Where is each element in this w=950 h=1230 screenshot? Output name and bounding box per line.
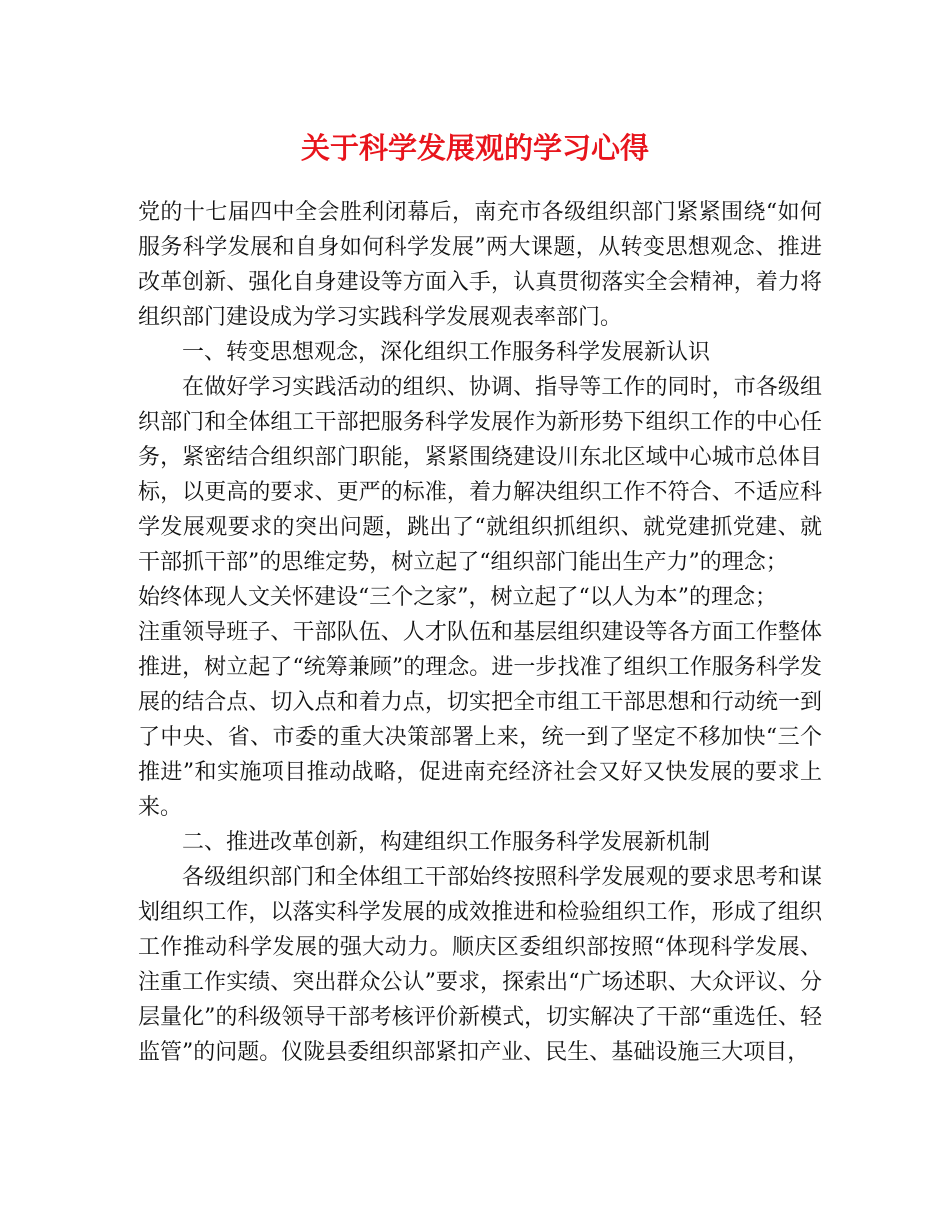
section-heading: 二、推进改革创新，构建组织工作服务科学发展新机制: [182, 830, 711, 855]
document-body: [138, 195, 822, 1070]
paragraph: 始终体现人文关怀建设“三个之家”，树立起了“以人为本”的理念；: [138, 585, 777, 610]
section-heading: 一、转变思想观念，深化组织工作服务科学发展新认识: [182, 340, 711, 365]
paragraph: 党的十七届四中全会胜利闭幕后，南充市各级组织部门紧紧围绕“如何服务科学发展和自身如何科学发展”两大课题，从转变思想观念、推进改革创新、强化自身建设等方面入手，认真贯彻落实全会精神，着力将组织部门建设成为学习实践科学发展观表率部门。: [138, 200, 822, 330]
paragraph: 在做好学习实践活动的组织、协调、指导等工作的同时，市各级组织部门和全体组工干部把服务科学发展作为新形势下组织工作的中心任务，紧密结合组织部门职能，紧紧围绕建设川东北区域中心城市总体目标，以更高的要求、更严的标准，着力解决组织工作不符合、不适应科学发展观要求的突出问题，跳出了“就组织抓组织、就党建抓党建、就干部抓干部”的思维定势，树立起了“组织部门能出生产力”的理念；: [138, 375, 822, 575]
paragraph: 注重领导班子、干部队伍、人才队伍和基层组织建设等各方面工作整体推进，树立起了“统筹兼顾”的理念。进一步找准了组织工作服务科学发展的结合点、切入点和着力点，切实把全市组工干部思想和行动统一到了中央、省、市委的重大决策部署上来，统一到了坚定不移加快“三个推进”和实施项目推动战略，促进南充经济社会又好又快发展的要求上来。: [138, 620, 822, 820]
paragraph: 各级组织部门和全体组工干部始终按照科学发展观的要求思考和谋划组织工作，以落实科学发展的成效推进和检验组织工作，形成了组织工作推动科学发展的强大动力。顺庆区委组织部按照“体现科学发展、注重工作实绩、突出群众公认”要求，探索出“广场述职、大众评议、分层量化”的科级领导干部考核评价新模式，切实解决了干部“重选任、轻监管”的问题。仪陇县委组织部紧扣产业、民生、基础设施三大项目，: [138, 865, 822, 1065]
document-title: 关于科学发展观的学习心得: [300, 131, 649, 165]
